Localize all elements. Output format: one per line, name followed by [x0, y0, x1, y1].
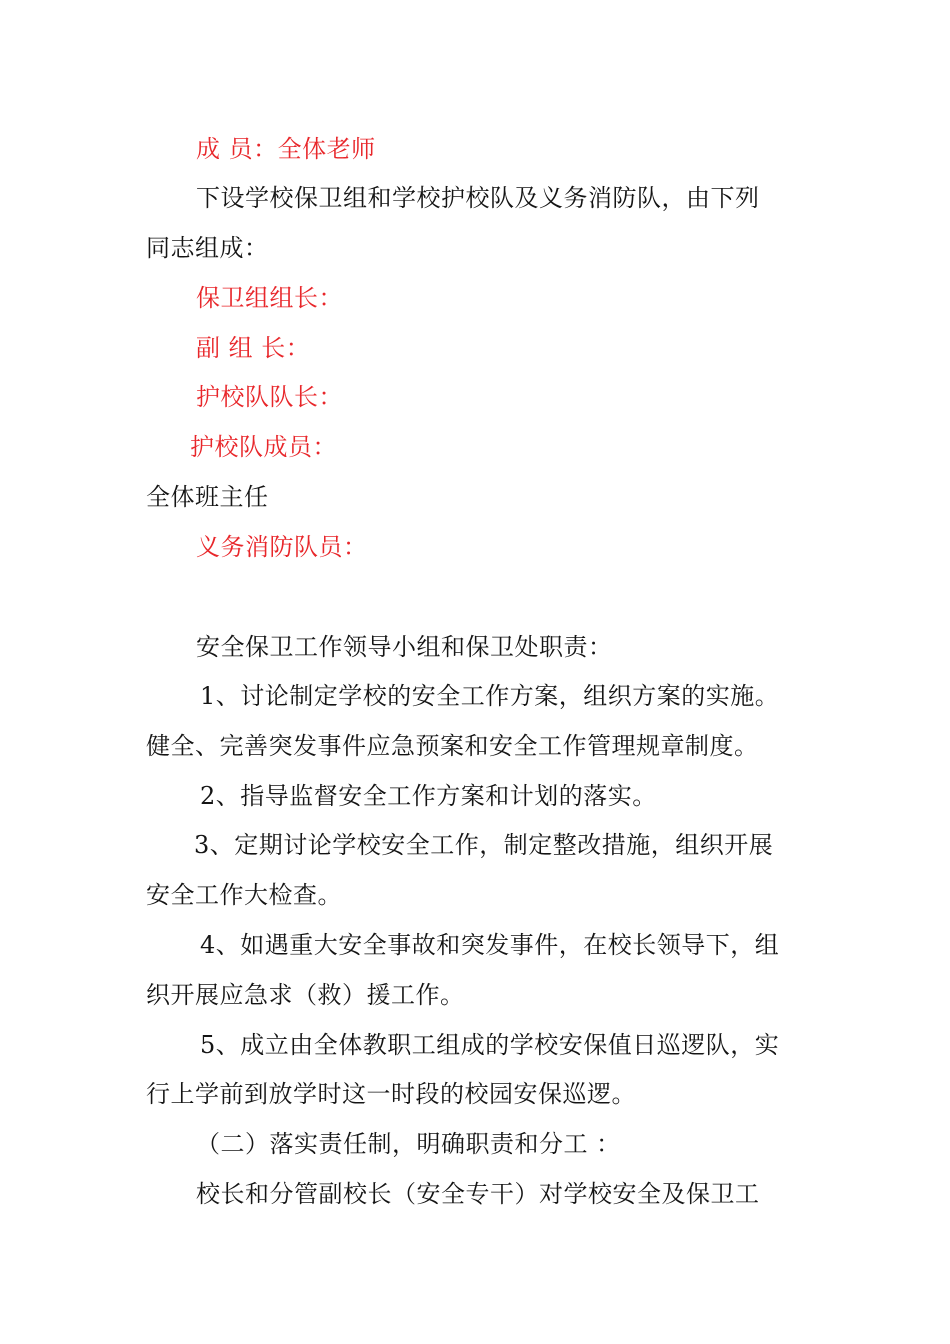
- security-group-leader: 保卫组组长：: [196, 284, 343, 312]
- paragraph-intro-line-1: 下设学校保卫组和学校护校队及义务消防队，由下列: [196, 184, 760, 212]
- duty-3-line-1: 3、定期讨论学校安全工作，制定整改措施，组织开展: [194, 831, 774, 859]
- duty-4-line-2: 织开展应急求（救）援工作。: [146, 981, 465, 1009]
- section-heading-responsibility: （二）落实责任制，明确职责和分工 ：: [196, 1130, 621, 1158]
- duty-5-line-1: 5、成立由全体教职工组成的学校安保值日巡逻队，实: [200, 1031, 780, 1059]
- members-line: 成 员：全体老师: [196, 135, 376, 163]
- patrol-team-members: 护校队成员：: [190, 433, 337, 461]
- deputy-leader: 副 组 长：: [196, 334, 311, 362]
- patrol-team-leader: 护校队队长：: [196, 383, 343, 411]
- volunteer-firefighters: 义务消防队员：: [196, 533, 368, 561]
- duty-1-line-2: 健全、完善突发事件应急预案和安全工作管理规章制度。: [146, 732, 759, 760]
- all-class-teachers: 全体班主任: [146, 483, 269, 511]
- paragraph-intro-line-2: 同志组成：: [146, 234, 269, 262]
- section-heading-duties: 安全保卫工作领导小组和保卫处职责：: [196, 633, 613, 661]
- duty-5-line-2: 行上学前到放学时这一时段的校园安保巡逻。: [146, 1080, 636, 1108]
- duty-3-line-2: 安全工作大检查。: [146, 881, 342, 909]
- duty-1-line-1: 1、讨论制定学校的安全工作方案，组织方案的实施。: [200, 682, 780, 710]
- duty-4-line-1: 4、如遇重大安全事故和突发事件，在校长领导下，组: [200, 931, 780, 959]
- principal-responsibility-line: 校长和分管副校长（安全专干）对学校安全及保卫工: [196, 1180, 760, 1208]
- duty-2: 2、指导监督安全工作方案和计划的落实。: [200, 782, 657, 810]
